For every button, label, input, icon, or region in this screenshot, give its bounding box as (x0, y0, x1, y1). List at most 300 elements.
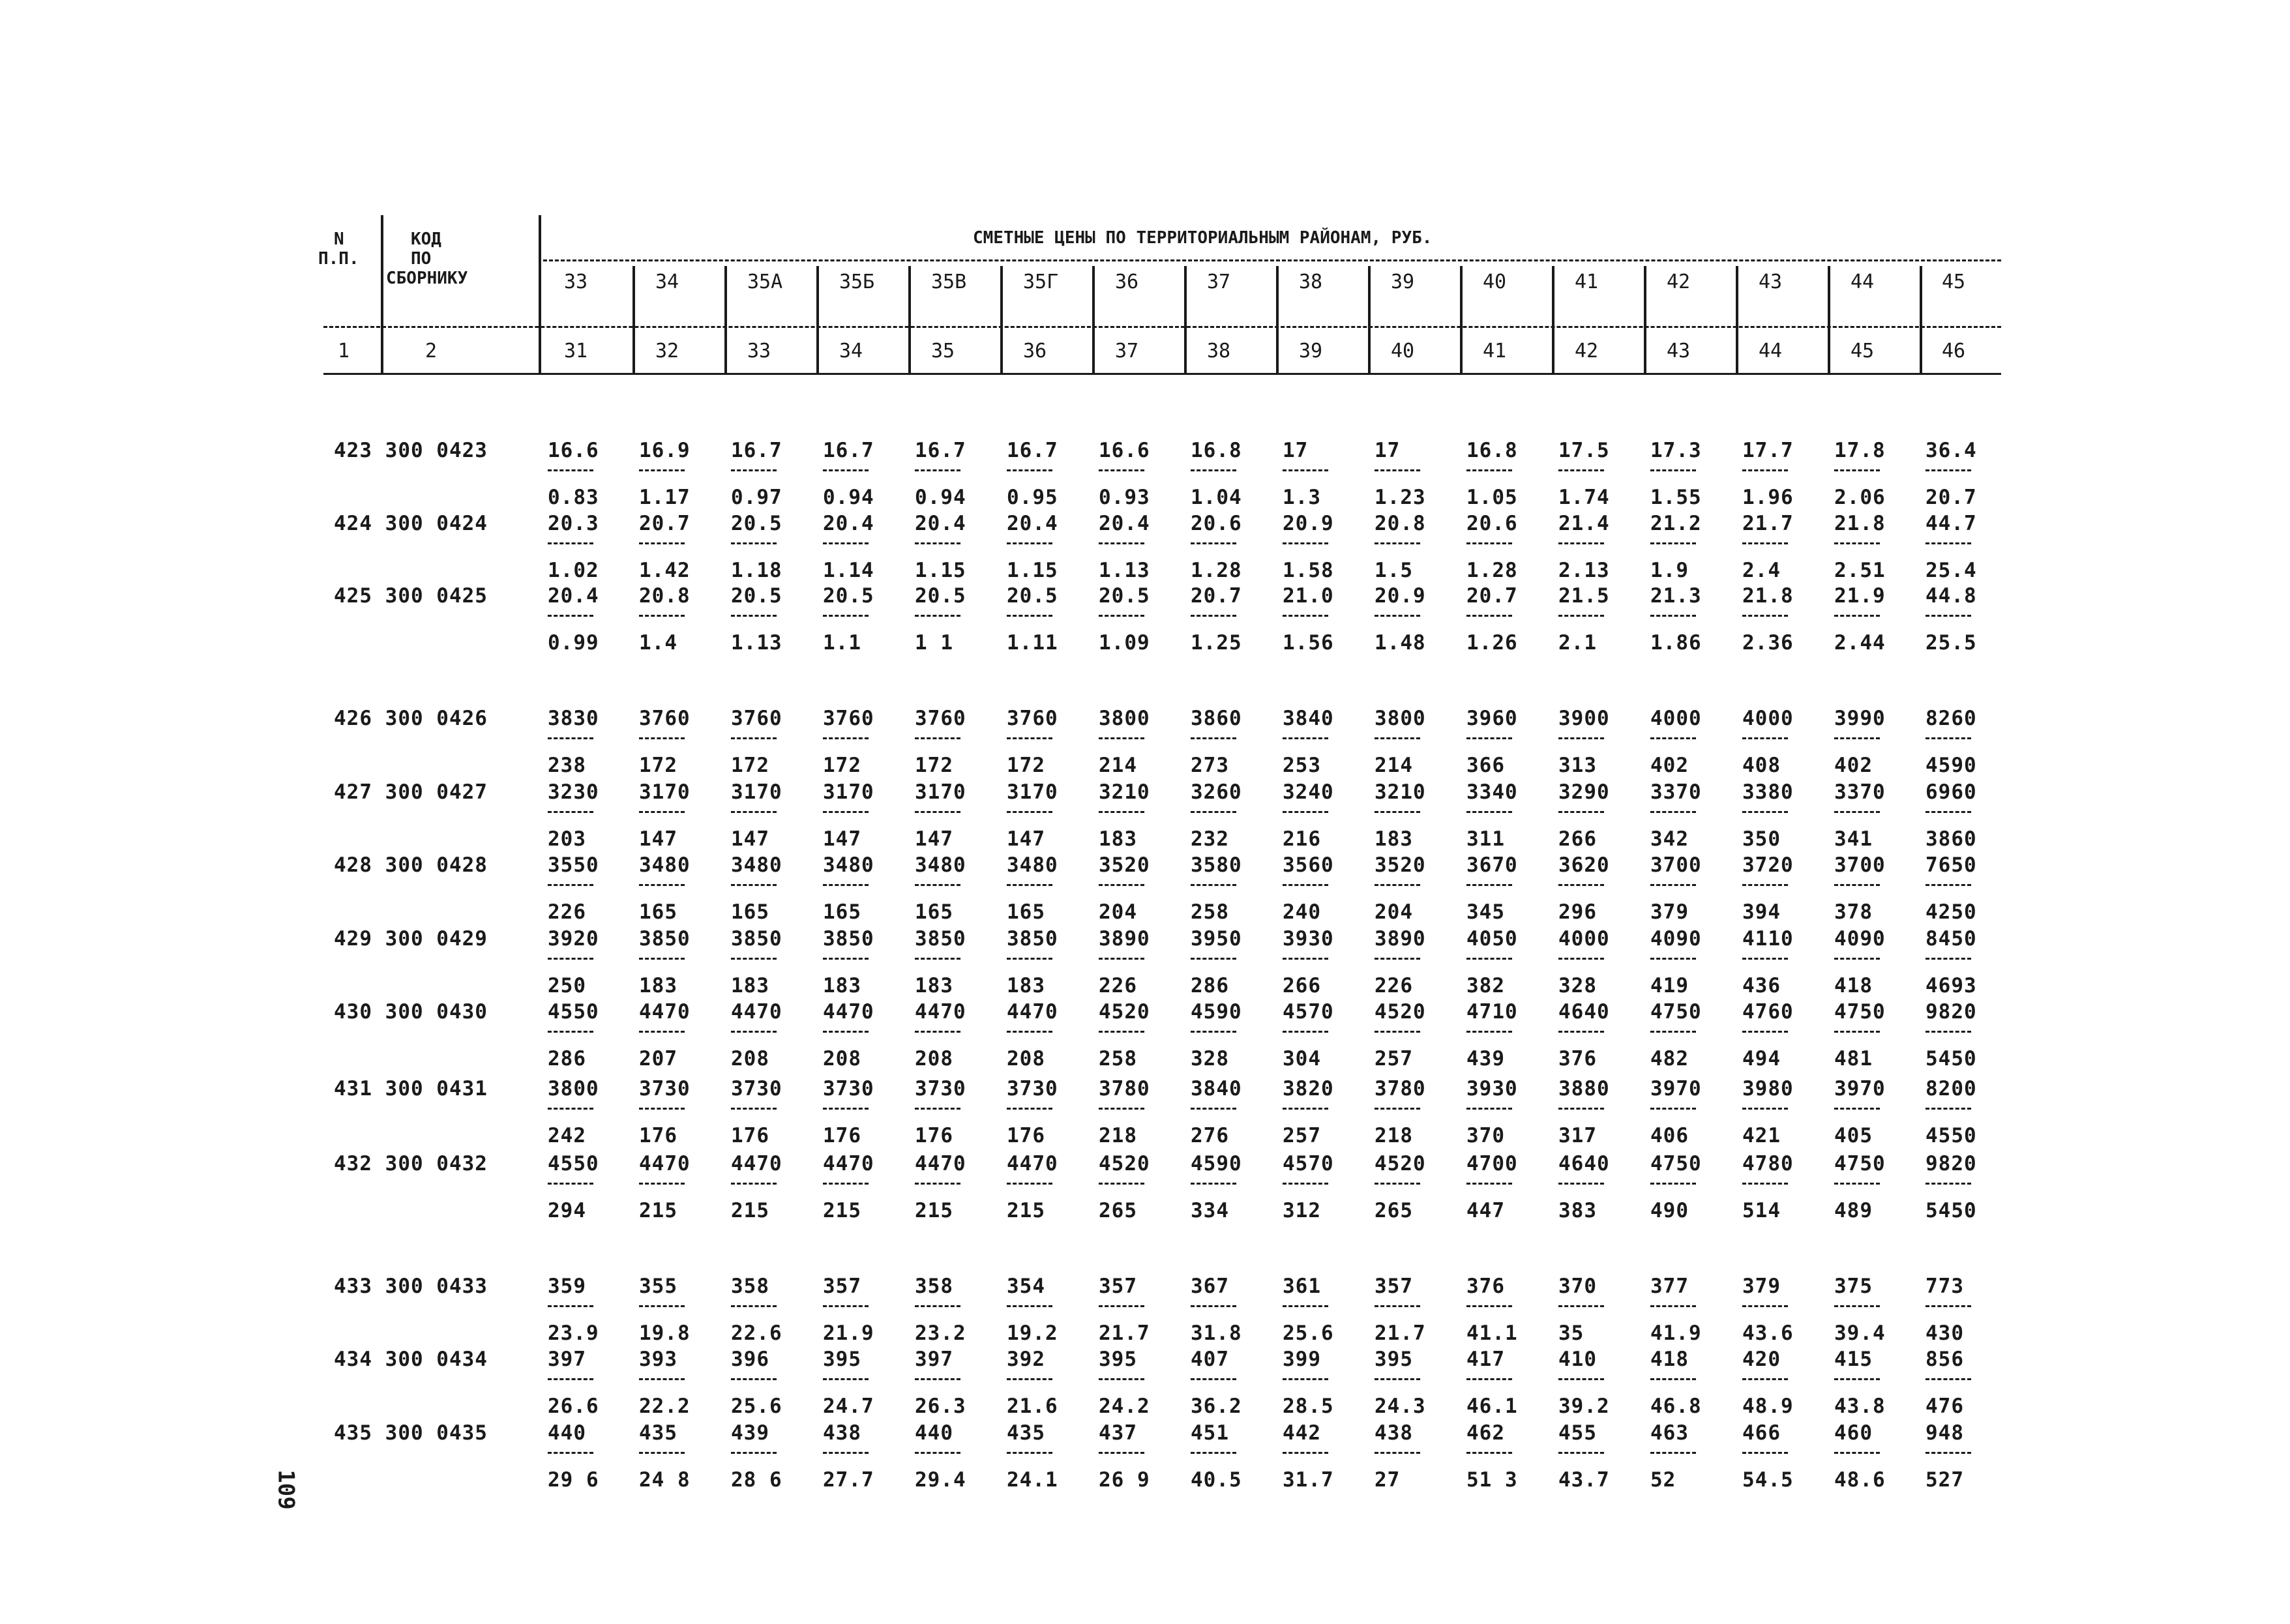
price-cell-part: 204 (1099, 900, 1137, 924)
header-title: СМЕТНЫЕ ЦЕНЫ ПО ТЕРРИТОРИАЛЬНЫМ РАЙОНАМ, РУБ. (973, 228, 1433, 248)
fraction-separator (639, 1031, 685, 1033)
price-cell-part: 273 (1191, 754, 1229, 777)
price-cell-total: 451 (1191, 1421, 1229, 1445)
price-cell-part: 0.95 (1007, 486, 1058, 509)
price-cell-part: 1.15 (1007, 559, 1058, 582)
fraction-separator (1742, 469, 1788, 471)
fraction-separator (1283, 615, 1328, 617)
price-cell-total: 4470 (915, 1000, 966, 1024)
price-cell-part: 1 1 (915, 631, 953, 655)
district-header: 42 (1667, 271, 1691, 293)
row-code: 434 300 0434 (334, 1348, 488, 1371)
price-cell-part: 26 9 (1099, 1468, 1150, 1492)
price-cell-part: 4550 (1926, 1124, 1977, 1147)
price-cell-total: 3930 (1283, 927, 1334, 951)
price-cell-part: 250 (548, 974, 586, 997)
price-cell-total: 20.5 (731, 512, 782, 535)
price-cell-total: 3170 (731, 780, 782, 804)
fraction-separator (1466, 1108, 1512, 1110)
price-cell-part: 26.6 (548, 1395, 599, 1418)
fraction-separator (1283, 542, 1328, 544)
price-cell-total: 4590 (1191, 1000, 1242, 1024)
price-cell-part: 165 (1007, 900, 1045, 924)
price-cell-part: 294 (548, 1199, 586, 1222)
price-cell-part: 2.44 (1834, 631, 1886, 655)
price-cell-part: 378 (1834, 900, 1873, 924)
price-cell-part: 258 (1191, 900, 1229, 924)
price-cell-part: 1.42 (639, 559, 691, 582)
fraction-separator (1099, 1031, 1144, 1033)
price-cell-part: 312 (1283, 1199, 1321, 1222)
price-cell-part: 1.96 (1742, 486, 1794, 509)
price-cell-part: 1.02 (548, 559, 599, 582)
price-cell-total: 3830 (548, 707, 599, 730)
price-cell-part: 376 (1558, 1047, 1597, 1070)
fraction-separator (639, 811, 685, 813)
price-cell-total: 355 (639, 1275, 677, 1298)
fraction-separator (731, 811, 777, 813)
fraction-separator (1742, 1031, 1788, 1033)
fraction-separator (1375, 737, 1420, 739)
price-cell-total: 4470 (1007, 1152, 1058, 1175)
price-cell-part: 24 8 (639, 1468, 691, 1492)
price-cell-part: 147 (1007, 827, 1045, 851)
fraction-separator (639, 1452, 685, 1454)
price-cell-total: 3170 (915, 780, 966, 804)
column-number: 39 (1299, 340, 1323, 362)
fraction-separator (1375, 1452, 1420, 1454)
header-col2-line2: ПО (411, 249, 432, 269)
fraction-separator (1558, 1108, 1604, 1110)
fraction-separator (1191, 1305, 1236, 1307)
fraction-separator (1191, 1378, 1236, 1380)
column-number: 45 (1851, 340, 1875, 362)
price-cell-total: 420 (1742, 1348, 1781, 1371)
price-cell-part: 208 (823, 1047, 861, 1070)
district-header: 35Г (1023, 271, 1059, 293)
vrule-district (1920, 266, 1922, 375)
price-cell-total: 4750 (1650, 1152, 1702, 1175)
price-cell-part: 405 (1834, 1124, 1873, 1147)
price-cell-total: 357 (1375, 1275, 1413, 1298)
price-cell-part: 421 (1742, 1124, 1781, 1147)
row-code: 426 300 0426 (334, 707, 488, 730)
price-cell-total: 3340 (1466, 780, 1518, 804)
fraction-separator (1926, 958, 1971, 960)
price-cell-total: 8200 (1926, 1077, 1977, 1100)
vrule-district (1368, 266, 1371, 375)
district-header: 44 (1851, 271, 1875, 293)
price-cell-total: 3520 (1099, 853, 1150, 877)
fraction-separator (1926, 1305, 1971, 1307)
vrule-district (724, 266, 727, 375)
fraction-separator (915, 737, 960, 739)
price-cell-part: 226 (1099, 974, 1137, 997)
price-cell-total: 438 (1375, 1421, 1413, 1445)
price-cell-part: 41.9 (1650, 1321, 1702, 1345)
price-cell-total: 3780 (1099, 1077, 1150, 1100)
price-cell-total: 3580 (1191, 853, 1242, 877)
price-cell-total: 20.7 (639, 512, 691, 535)
fraction-separator (1742, 884, 1788, 886)
price-cell-total: 16.9 (639, 439, 691, 462)
fraction-separator (915, 884, 960, 886)
fraction-separator (1375, 1108, 1420, 1110)
header-col2-line1: КОД (411, 229, 441, 249)
price-cell-total: 20.4 (823, 512, 874, 535)
price-cell-part: 208 (1007, 1047, 1045, 1070)
fraction-separator (548, 811, 593, 813)
price-cell-total: 3970 (1650, 1077, 1702, 1100)
price-cell-part: 1.14 (823, 559, 874, 582)
price-cell-part: 147 (731, 827, 769, 851)
fraction-separator (823, 1378, 869, 1380)
price-cell-total: 16.7 (1007, 439, 1058, 462)
fraction-separator (1007, 542, 1052, 544)
column-number: 34 (839, 340, 863, 362)
fraction-separator (823, 469, 869, 471)
price-cell-total: 20.8 (1375, 512, 1426, 535)
price-cell-total: 3960 (1466, 707, 1518, 730)
fraction-separator (548, 1452, 593, 1454)
price-cell-part: 40.5 (1191, 1468, 1242, 1492)
district-header: 33 (564, 271, 588, 293)
price-cell-total: 435 (1007, 1421, 1045, 1445)
column-number: 40 (1391, 340, 1415, 362)
price-cell-part: 218 (1375, 1124, 1413, 1147)
row-code: 424 300 0424 (334, 512, 488, 535)
fraction-separator (1007, 884, 1052, 886)
price-cell-part: 238 (548, 754, 586, 777)
price-cell-total: 4760 (1742, 1000, 1794, 1024)
price-cell-total: 16.7 (915, 439, 966, 462)
fraction-separator (1558, 884, 1604, 886)
price-cell-part: 215 (823, 1199, 861, 1222)
fraction-separator (1283, 884, 1328, 886)
price-cell-total: 20.7 (1191, 584, 1242, 608)
price-cell-total: 4750 (1650, 1000, 1702, 1024)
price-cell-part: 257 (1283, 1124, 1321, 1147)
fraction-separator (1007, 615, 1052, 617)
fraction-separator (1375, 811, 1420, 813)
price-cell-total: 438 (823, 1421, 861, 1445)
price-cell-part: 172 (915, 754, 953, 777)
price-cell-total: 3240 (1283, 780, 1334, 804)
fraction-separator (823, 542, 869, 544)
fraction-separator (1558, 958, 1604, 960)
row-code: 425 300 0425 (334, 584, 488, 608)
column-number: 38 (1207, 340, 1231, 362)
fraction-separator (1466, 1305, 1512, 1307)
price-cell-total: 4710 (1466, 1000, 1518, 1024)
price-cell-total: 8260 (1926, 707, 1977, 730)
price-cell-part: 476 (1926, 1395, 1964, 1418)
price-cell-part: 165 (823, 900, 861, 924)
fraction-separator (1191, 542, 1236, 544)
price-cell-part: 342 (1650, 827, 1689, 851)
price-cell-part: 43.7 (1558, 1468, 1610, 1492)
price-cell-part: 2.36 (1742, 631, 1794, 655)
price-cell-part: 266 (1558, 827, 1597, 851)
price-cell-part: 490 (1650, 1199, 1689, 1222)
price-cell-total: 3720 (1742, 853, 1794, 877)
fraction-separator (548, 1305, 593, 1307)
price-cell-part: 1.74 (1558, 486, 1610, 509)
price-cell-part: 29 6 (548, 1468, 599, 1492)
price-cell-part: 183 (731, 974, 769, 997)
fraction-separator (639, 1108, 685, 1110)
price-cell-total: 437 (1099, 1421, 1137, 1445)
price-cell-part: 379 (1650, 900, 1689, 924)
price-cell-part: 208 (915, 1047, 953, 1070)
price-cell-part: 19.8 (639, 1321, 691, 1345)
fraction-separator (639, 884, 685, 886)
price-cell-total: 463 (1650, 1421, 1689, 1445)
price-cell-total: 20.4 (915, 512, 966, 535)
price-cell-total: 20.6 (1466, 512, 1518, 535)
fraction-separator (1099, 469, 1144, 471)
price-cell-part: 1.4 (639, 631, 677, 655)
price-cell-part: 257 (1375, 1047, 1413, 1070)
price-cell-total: 442 (1283, 1421, 1321, 1445)
fraction-separator (1283, 1378, 1328, 1380)
fraction-separator (1742, 615, 1788, 617)
price-cell-total: 21.9 (1834, 584, 1886, 608)
column-number: 33 (747, 340, 771, 362)
price-cell-total: 3760 (1007, 707, 1058, 730)
price-cell-total: 4470 (823, 1000, 874, 1024)
fraction-separator (548, 1031, 593, 1033)
price-cell-total: 396 (731, 1348, 769, 1371)
price-cell-part: 382 (1466, 974, 1505, 997)
price-cell-total: 4470 (639, 1152, 691, 1175)
price-cell-part: 183 (915, 974, 953, 997)
price-cell-total: 3480 (731, 853, 782, 877)
price-cell-part: 258 (1099, 1047, 1137, 1070)
price-cell-part: 215 (639, 1199, 677, 1222)
district-header: 37 (1207, 271, 1231, 293)
price-cell-total: 17.3 (1650, 439, 1702, 462)
fraction-separator (915, 1183, 960, 1185)
price-cell-total: 3730 (1007, 1077, 1058, 1100)
price-cell-part: 21.7 (1099, 1321, 1150, 1345)
price-cell-total: 4470 (731, 1152, 782, 1175)
price-cell-total: 4470 (1007, 1000, 1058, 1024)
price-cell-total: 357 (823, 1275, 861, 1298)
price-cell-total: 3730 (639, 1077, 691, 1100)
price-cell-total: 3670 (1466, 853, 1518, 877)
row-code: 432 300 0432 (334, 1152, 488, 1175)
column-number: 36 (1023, 340, 1047, 362)
price-cell-total: 455 (1558, 1421, 1597, 1445)
fraction-separator (1558, 615, 1604, 617)
price-cell-total: 20.4 (548, 584, 599, 608)
fraction-separator (548, 1108, 593, 1110)
price-cell-part: 176 (1007, 1124, 1045, 1147)
fraction-separator (1099, 1183, 1144, 1185)
price-cell-part: 183 (639, 974, 677, 997)
price-cell-part: 3860 (1926, 827, 1977, 851)
price-cell-part: 276 (1191, 1124, 1229, 1147)
fraction-separator (1007, 469, 1052, 471)
price-cell-total: 4470 (823, 1152, 874, 1175)
fraction-separator (639, 958, 685, 960)
fraction-separator (1283, 1031, 1328, 1033)
fraction-separator (1742, 1305, 1788, 1307)
fraction-separator (915, 1452, 960, 1454)
fraction-separator (1742, 1378, 1788, 1380)
price-cell-part: 39.2 (1558, 1395, 1610, 1418)
fraction-separator (1558, 542, 1604, 544)
hline-header-bottom (323, 373, 2001, 375)
price-cell-total: 16.6 (548, 439, 599, 462)
header-col1-line1: N (334, 229, 344, 249)
price-cell-total: 20.4 (1007, 512, 1058, 535)
price-cell-part: 370 (1466, 1124, 1505, 1147)
fraction-separator (1558, 1378, 1604, 1380)
price-cell-total: 8450 (1926, 927, 1977, 951)
fraction-separator (1099, 884, 1144, 886)
fraction-separator (1191, 1031, 1236, 1033)
price-cell-part: 265 (1375, 1199, 1413, 1222)
vrule-district (908, 266, 911, 375)
price-cell-total: 397 (548, 1348, 586, 1371)
fraction-separator (1466, 958, 1512, 960)
price-cell-total: 3620 (1558, 853, 1610, 877)
fraction-separator (823, 1183, 869, 1185)
vrule-district (1000, 266, 1003, 375)
price-cell-part: 317 (1558, 1124, 1597, 1147)
price-cell-part: 147 (915, 827, 953, 851)
vrule-district (1828, 266, 1830, 375)
price-cell-part: 304 (1283, 1047, 1321, 1070)
fraction-separator (1007, 1183, 1052, 1185)
price-cell-part: 481 (1834, 1047, 1873, 1070)
fraction-separator (1466, 615, 1512, 617)
price-cell-total: 417 (1466, 1348, 1505, 1371)
price-cell-total: 3760 (915, 707, 966, 730)
fraction-separator (1650, 1452, 1696, 1454)
fraction-separator (1926, 1378, 1971, 1380)
fraction-separator (548, 884, 593, 886)
price-cell-total: 4550 (548, 1152, 599, 1175)
price-cell-part: 183 (1007, 974, 1045, 997)
fraction-separator (1099, 615, 1144, 617)
row-code: 429 300 0429 (334, 927, 488, 951)
price-cell-total: 4570 (1283, 1152, 1334, 1175)
fraction-separator (1650, 958, 1696, 960)
price-cell-total: 21.0 (1283, 584, 1334, 608)
fraction-separator (915, 1305, 960, 1307)
fraction-separator (548, 958, 593, 960)
fraction-separator (1466, 469, 1512, 471)
price-cell-total: 3760 (823, 707, 874, 730)
price-cell-part: 1.26 (1466, 631, 1518, 655)
price-cell-total: 395 (1099, 1348, 1137, 1371)
price-cell-part: 165 (731, 900, 769, 924)
price-cell-total: 9820 (1926, 1000, 1977, 1024)
price-cell-total: 377 (1650, 1275, 1689, 1298)
price-cell-total: 460 (1834, 1421, 1873, 1445)
price-cell-total: 3980 (1742, 1077, 1794, 1100)
price-cell-total: 20.8 (639, 584, 691, 608)
price-cell-part: 24.7 (823, 1395, 874, 1418)
price-cell-total: 358 (915, 1275, 953, 1298)
column-number: 37 (1115, 340, 1139, 362)
price-cell-total: 3170 (823, 780, 874, 804)
price-cell-part: 1.55 (1650, 486, 1702, 509)
fraction-separator (1926, 884, 1971, 886)
fraction-separator (1650, 469, 1696, 471)
fraction-separator (1191, 615, 1236, 617)
fraction-separator (915, 811, 960, 813)
fraction-separator (1007, 1108, 1052, 1110)
price-cell-part: 0.94 (915, 486, 966, 509)
price-cell-total: 395 (823, 1348, 861, 1371)
price-cell-total: 370 (1558, 1275, 1597, 1298)
price-cell-part: 1.48 (1375, 631, 1426, 655)
price-cell-total: 20.5 (1099, 584, 1150, 608)
price-cell-part: 1.28 (1466, 559, 1518, 582)
price-cell-part: 21.6 (1007, 1395, 1058, 1418)
price-cell-part: 439 (1466, 1047, 1505, 1070)
fraction-separator (731, 737, 777, 739)
price-cell-part: 20.7 (1926, 486, 1977, 509)
price-cell-total: 3730 (731, 1077, 782, 1100)
district-header: 43 (1759, 271, 1783, 293)
fraction-separator (731, 469, 777, 471)
price-cell-part: 1.09 (1099, 631, 1150, 655)
fraction-separator (1283, 469, 1328, 471)
price-cell-part: 54.5 (1742, 1468, 1794, 1492)
fraction-separator (1375, 542, 1420, 544)
price-cell-total: 407 (1191, 1348, 1229, 1371)
fraction-separator (1834, 1183, 1880, 1185)
fraction-separator (1375, 884, 1420, 886)
fraction-separator (915, 542, 960, 544)
fraction-separator (731, 1108, 777, 1110)
fraction-separator (823, 811, 869, 813)
column-number: 31 (564, 340, 588, 362)
fraction-separator (1926, 1183, 1971, 1185)
price-cell-total: 4050 (1466, 927, 1518, 951)
price-cell-total: 3840 (1191, 1077, 1242, 1100)
price-cell-total: 17.7 (1742, 439, 1794, 462)
price-cell-part: 4250 (1926, 900, 1977, 924)
price-cell-part: 147 (823, 827, 861, 851)
price-cell-part: 1.3 (1283, 486, 1321, 509)
price-cell-part: 43.8 (1834, 1395, 1886, 1418)
fraction-separator (1191, 737, 1236, 739)
price-cell-total: 3800 (1375, 707, 1426, 730)
price-cell-part: 489 (1834, 1199, 1873, 1222)
fraction-separator (1375, 1183, 1420, 1185)
price-cell-part: 383 (1558, 1199, 1597, 1222)
fraction-separator (1834, 1108, 1880, 1110)
fraction-separator (1650, 542, 1696, 544)
price-cell-part: 46.1 (1466, 1395, 1518, 1418)
price-cell-total: 3480 (1007, 853, 1058, 877)
price-cell-total: 3860 (1191, 707, 1242, 730)
price-cell-total: 410 (1558, 1348, 1597, 1371)
price-cell-part: 0.94 (823, 486, 874, 509)
price-cell-total: 3890 (1375, 927, 1426, 951)
district-header: 34 (655, 271, 679, 293)
price-cell-total: 16.6 (1099, 439, 1150, 462)
fraction-separator (1007, 1452, 1052, 1454)
fraction-separator (1650, 615, 1696, 617)
price-cell-total: 4520 (1375, 1152, 1426, 1175)
